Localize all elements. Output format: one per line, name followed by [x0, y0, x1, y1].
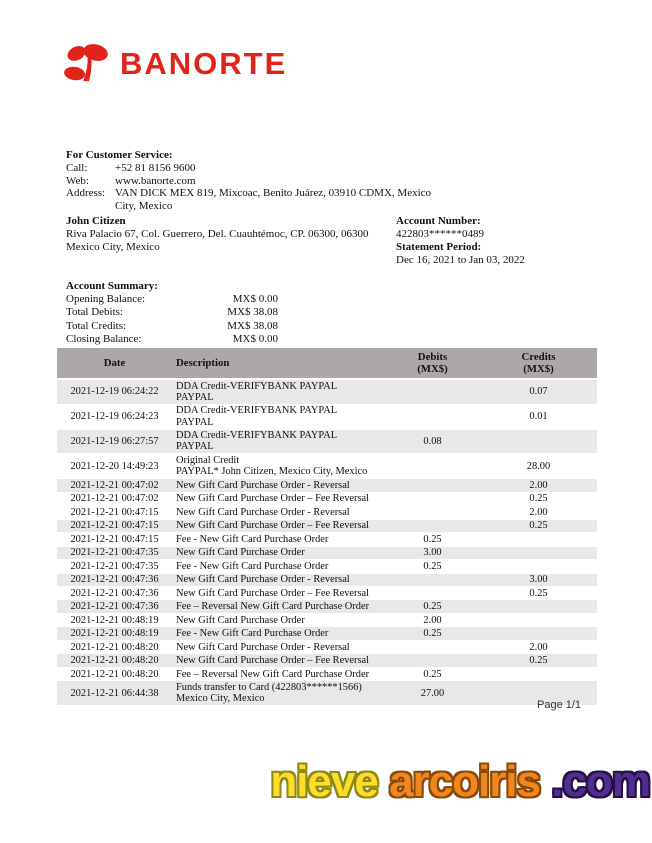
account-holder-block: [66, 215, 400, 254]
transaction-credit: 0.25: [480, 654, 597, 667]
account-summary-title: Account Summary:: [66, 280, 158, 292]
header-description: Description: [172, 348, 385, 379]
transaction-date: 2021-12-21 00:47:35: [57, 546, 172, 559]
customer-service-label: Call:: [66, 161, 88, 174]
transaction-credit: [480, 533, 597, 546]
transaction-description: New Gift Card Purchase Order – Fee Reversal: [172, 654, 385, 667]
customer-service-value: www.banorte.com: [115, 174, 196, 187]
transaction-description: Fee - New Gift Card Purchase Order: [172, 533, 385, 546]
account-summary-value: MX$ 38.08: [227, 319, 278, 332]
transaction-date: 2021-12-21 00:47:02: [57, 492, 172, 505]
transaction-debit: 0.25: [385, 560, 480, 573]
transaction-debit: 0.25: [385, 627, 480, 640]
page-number: Page 1/1: [537, 699, 582, 711]
transaction-credit: [480, 613, 597, 626]
account-summary-row: [66, 306, 278, 319]
transaction-description: New Gift Card Purchase Order: [172, 613, 385, 626]
transaction-debit: 0.25: [385, 667, 480, 680]
transaction-date: 2021-12-21 00:47:02: [57, 479, 172, 492]
transaction-debit: 3.00: [385, 546, 480, 559]
statement-period-value: Dec 16, 2021 to Jan 03, 2022: [396, 254, 525, 266]
customer-service-row: [66, 162, 447, 175]
transaction-date: 2021-12-21 00:48:19: [57, 613, 172, 626]
transaction-row: [57, 654, 597, 667]
transaction-row: [57, 667, 597, 680]
transaction-credit: 2.00: [480, 506, 597, 519]
customer-service-title: For Customer Service:: [66, 149, 173, 161]
account-summary-value: MX$ 0.00: [232, 293, 278, 306]
account-number-value: 422803******0489: [396, 228, 484, 240]
transaction-row: [57, 681, 597, 706]
transaction-description: New Gift Card Purchase Order - Reversal: [172, 573, 385, 586]
transactions-table: [57, 348, 597, 706]
transaction-debit: 0.08: [385, 429, 480, 454]
transaction-credit: 0.25: [480, 492, 597, 505]
transaction-row: [57, 627, 597, 640]
transaction-date: 2021-12-21 00:48:19: [57, 627, 172, 640]
transaction-row: [57, 492, 597, 505]
transaction-debit: [385, 573, 480, 586]
transaction-description: New Gift Card Purchase Order: [172, 546, 385, 559]
transaction-date: 2021-12-21 00:47:15: [57, 519, 172, 532]
transaction-row: [57, 519, 597, 532]
transaction-row: [57, 454, 597, 479]
transaction-date: 2021-12-19 06:27:57: [57, 429, 172, 454]
transaction-date: 2021-12-21 00:47:36: [57, 600, 172, 613]
transaction-debit: [385, 519, 480, 532]
transaction-date: 2021-12-19 06:24:22: [57, 379, 172, 404]
statement-period-label: Statement Period:: [396, 241, 482, 253]
watermark-nievearcoiris: [270, 758, 650, 806]
account-summary-label: Opening Balance:: [66, 293, 146, 306]
transaction-debit: [385, 587, 480, 600]
transaction-credit: 0.07: [480, 379, 597, 404]
customer-service-label: Web:: [66, 174, 89, 187]
account-summary-value: MX$ 0.00: [232, 332, 278, 345]
transaction-description: New Gift Card Purchase Order - Reversal: [172, 479, 385, 492]
account-number-label: Account Number:: [396, 215, 481, 227]
transaction-description: Fee - New Gift Card Purchase Order: [172, 560, 385, 573]
transaction-row: [57, 613, 597, 626]
transaction-debit: [385, 654, 480, 667]
account-summary-value: MX$ 38.08: [227, 306, 278, 319]
transaction-description: New Gift Card Purchase Order - Reversal: [172, 640, 385, 653]
transaction-row: [57, 560, 597, 573]
customer-service-value: VAN DICK MEX 819, Mixcoac, Benito Juárez, 03910 CDMX, Mexico City, Mexico: [115, 187, 432, 213]
transaction-row: [57, 600, 597, 613]
transaction-credit: [480, 546, 597, 559]
transaction-description: DDA Credit-VERIFYBANK PAYPAL PAYPAL: [172, 404, 385, 429]
transaction-row: [57, 479, 597, 492]
transaction-description: DDA Credit-VERIFYBANK PAYPAL PAYPAL: [172, 379, 385, 404]
transaction-debit: [385, 379, 480, 404]
transaction-description: Fee – Reversal New Gift Card Purchase Order: [172, 667, 385, 680]
transaction-credit: [480, 429, 597, 454]
transaction-date: 2021-12-21 00:47:15: [57, 506, 172, 519]
transaction-debit: [385, 404, 480, 429]
transaction-description: Fee - New Gift Card Purchase Order: [172, 627, 385, 640]
transaction-date: 2021-12-19 06:24:23: [57, 404, 172, 429]
transaction-row: [57, 573, 597, 586]
transaction-debit: [385, 640, 480, 653]
watermark-part: arcoiris: [389, 757, 541, 806]
banorte-logo-icon: [64, 42, 110, 84]
banorte-logo: [64, 42, 287, 84]
transaction-row: [57, 546, 597, 559]
transactions-header-row: [57, 348, 597, 379]
customer-service-block: [66, 149, 447, 213]
transaction-debit: [385, 506, 480, 519]
transaction-date: 2021-12-21 00:47:36: [57, 573, 172, 586]
transaction-description: New Gift Card Purchase Order – Fee Reversal: [172, 587, 385, 600]
account-summary-block: [66, 280, 278, 346]
transaction-row: [57, 379, 597, 404]
transaction-description: New Gift Card Purchase Order - Reversal: [172, 506, 385, 519]
watermark-part: .com: [551, 757, 650, 806]
transaction-description: New Gift Card Purchase Order – Fee Reversal: [172, 519, 385, 532]
customer-service-row: [66, 175, 447, 188]
transaction-row: [57, 533, 597, 546]
transaction-credit: 3.00: [480, 573, 597, 586]
transaction-description: New Gift Card Purchase Order – Fee Reversal: [172, 492, 385, 505]
account-summary-row: [66, 333, 278, 346]
header-debits: Debits (MX$): [385, 348, 480, 379]
transaction-row: [57, 429, 597, 454]
transaction-debit: [385, 454, 480, 479]
account-info-block: [396, 215, 616, 267]
transaction-credit: [480, 667, 597, 680]
transaction-credit: [480, 627, 597, 640]
transaction-row: [57, 640, 597, 653]
transaction-debit: 0.25: [385, 600, 480, 613]
transaction-credit: 28.00: [480, 454, 597, 479]
account-summary-row: [66, 320, 278, 333]
transaction-row: [57, 506, 597, 519]
transaction-row: [57, 404, 597, 429]
header-date: Date: [57, 348, 172, 379]
transaction-credit: 0.25: [480, 587, 597, 600]
account-summary-label: Total Credits:: [66, 319, 127, 332]
transaction-debit: 0.25: [385, 533, 480, 546]
transaction-credit: [480, 560, 597, 573]
account-summary-label: Total Debits:: [66, 306, 123, 319]
transaction-debit: 2.00: [385, 613, 480, 626]
account-summary-label: Closing Balance:: [66, 332, 142, 345]
account-holder-name: John Citizen: [66, 215, 126, 227]
watermark-part: nieve: [270, 757, 378, 806]
transaction-credit: 2.00: [480, 479, 597, 492]
transactions-table-wrap: [57, 348, 597, 706]
customer-service-label: Address:: [66, 187, 106, 200]
transaction-credit: 0.01: [480, 404, 597, 429]
transaction-row: [57, 587, 597, 600]
transaction-date: 2021-12-21 00:48:20: [57, 640, 172, 653]
transaction-debit: [385, 492, 480, 505]
transaction-debit: [385, 479, 480, 492]
transaction-date: 2021-12-21 00:47:36: [57, 587, 172, 600]
transaction-credit: 2.00: [480, 640, 597, 653]
transaction-date: 2021-12-21 00:48:20: [57, 667, 172, 680]
account-holder-address: Riva Palacio 67, Col. Guerrero, Del. Cuauhtémoc, CP. 06300, 06300 Mexico City, Mexico: [66, 228, 369, 253]
customer-service-value: +52 81 8156 9600: [115, 161, 196, 174]
transaction-credit: [480, 600, 597, 613]
banorte-wordmark: BANORTE: [120, 45, 288, 81]
transaction-description: Original Credit PAYPAL* John Citizen, Mexico City, Mexico: [172, 454, 385, 479]
transaction-date: 2021-12-21 00:47:15: [57, 533, 172, 546]
transaction-date: 2021-12-20 14:49:23: [57, 454, 172, 479]
header-credits: Credits (MX$): [480, 348, 597, 379]
transaction-credit: 0.25: [480, 519, 597, 532]
transaction-description: DDA Credit-VERIFYBANK PAYPAL PAYPAL: [172, 429, 385, 454]
account-summary-row: [66, 293, 278, 306]
transaction-debit: 27.00: [385, 681, 480, 706]
transaction-date: 2021-12-21 00:47:35: [57, 560, 172, 573]
transaction-date: 2021-12-21 00:48:20: [57, 654, 172, 667]
transaction-description: Funds transfer to Card (422803******1566) Mexico City, Mexico: [172, 681, 385, 706]
transaction-description: Fee – Reversal New Gift Card Purchase Order: [172, 600, 385, 613]
customer-service-row: [66, 187, 447, 213]
transaction-date: 2021-12-21 06:44:38: [57, 681, 172, 706]
